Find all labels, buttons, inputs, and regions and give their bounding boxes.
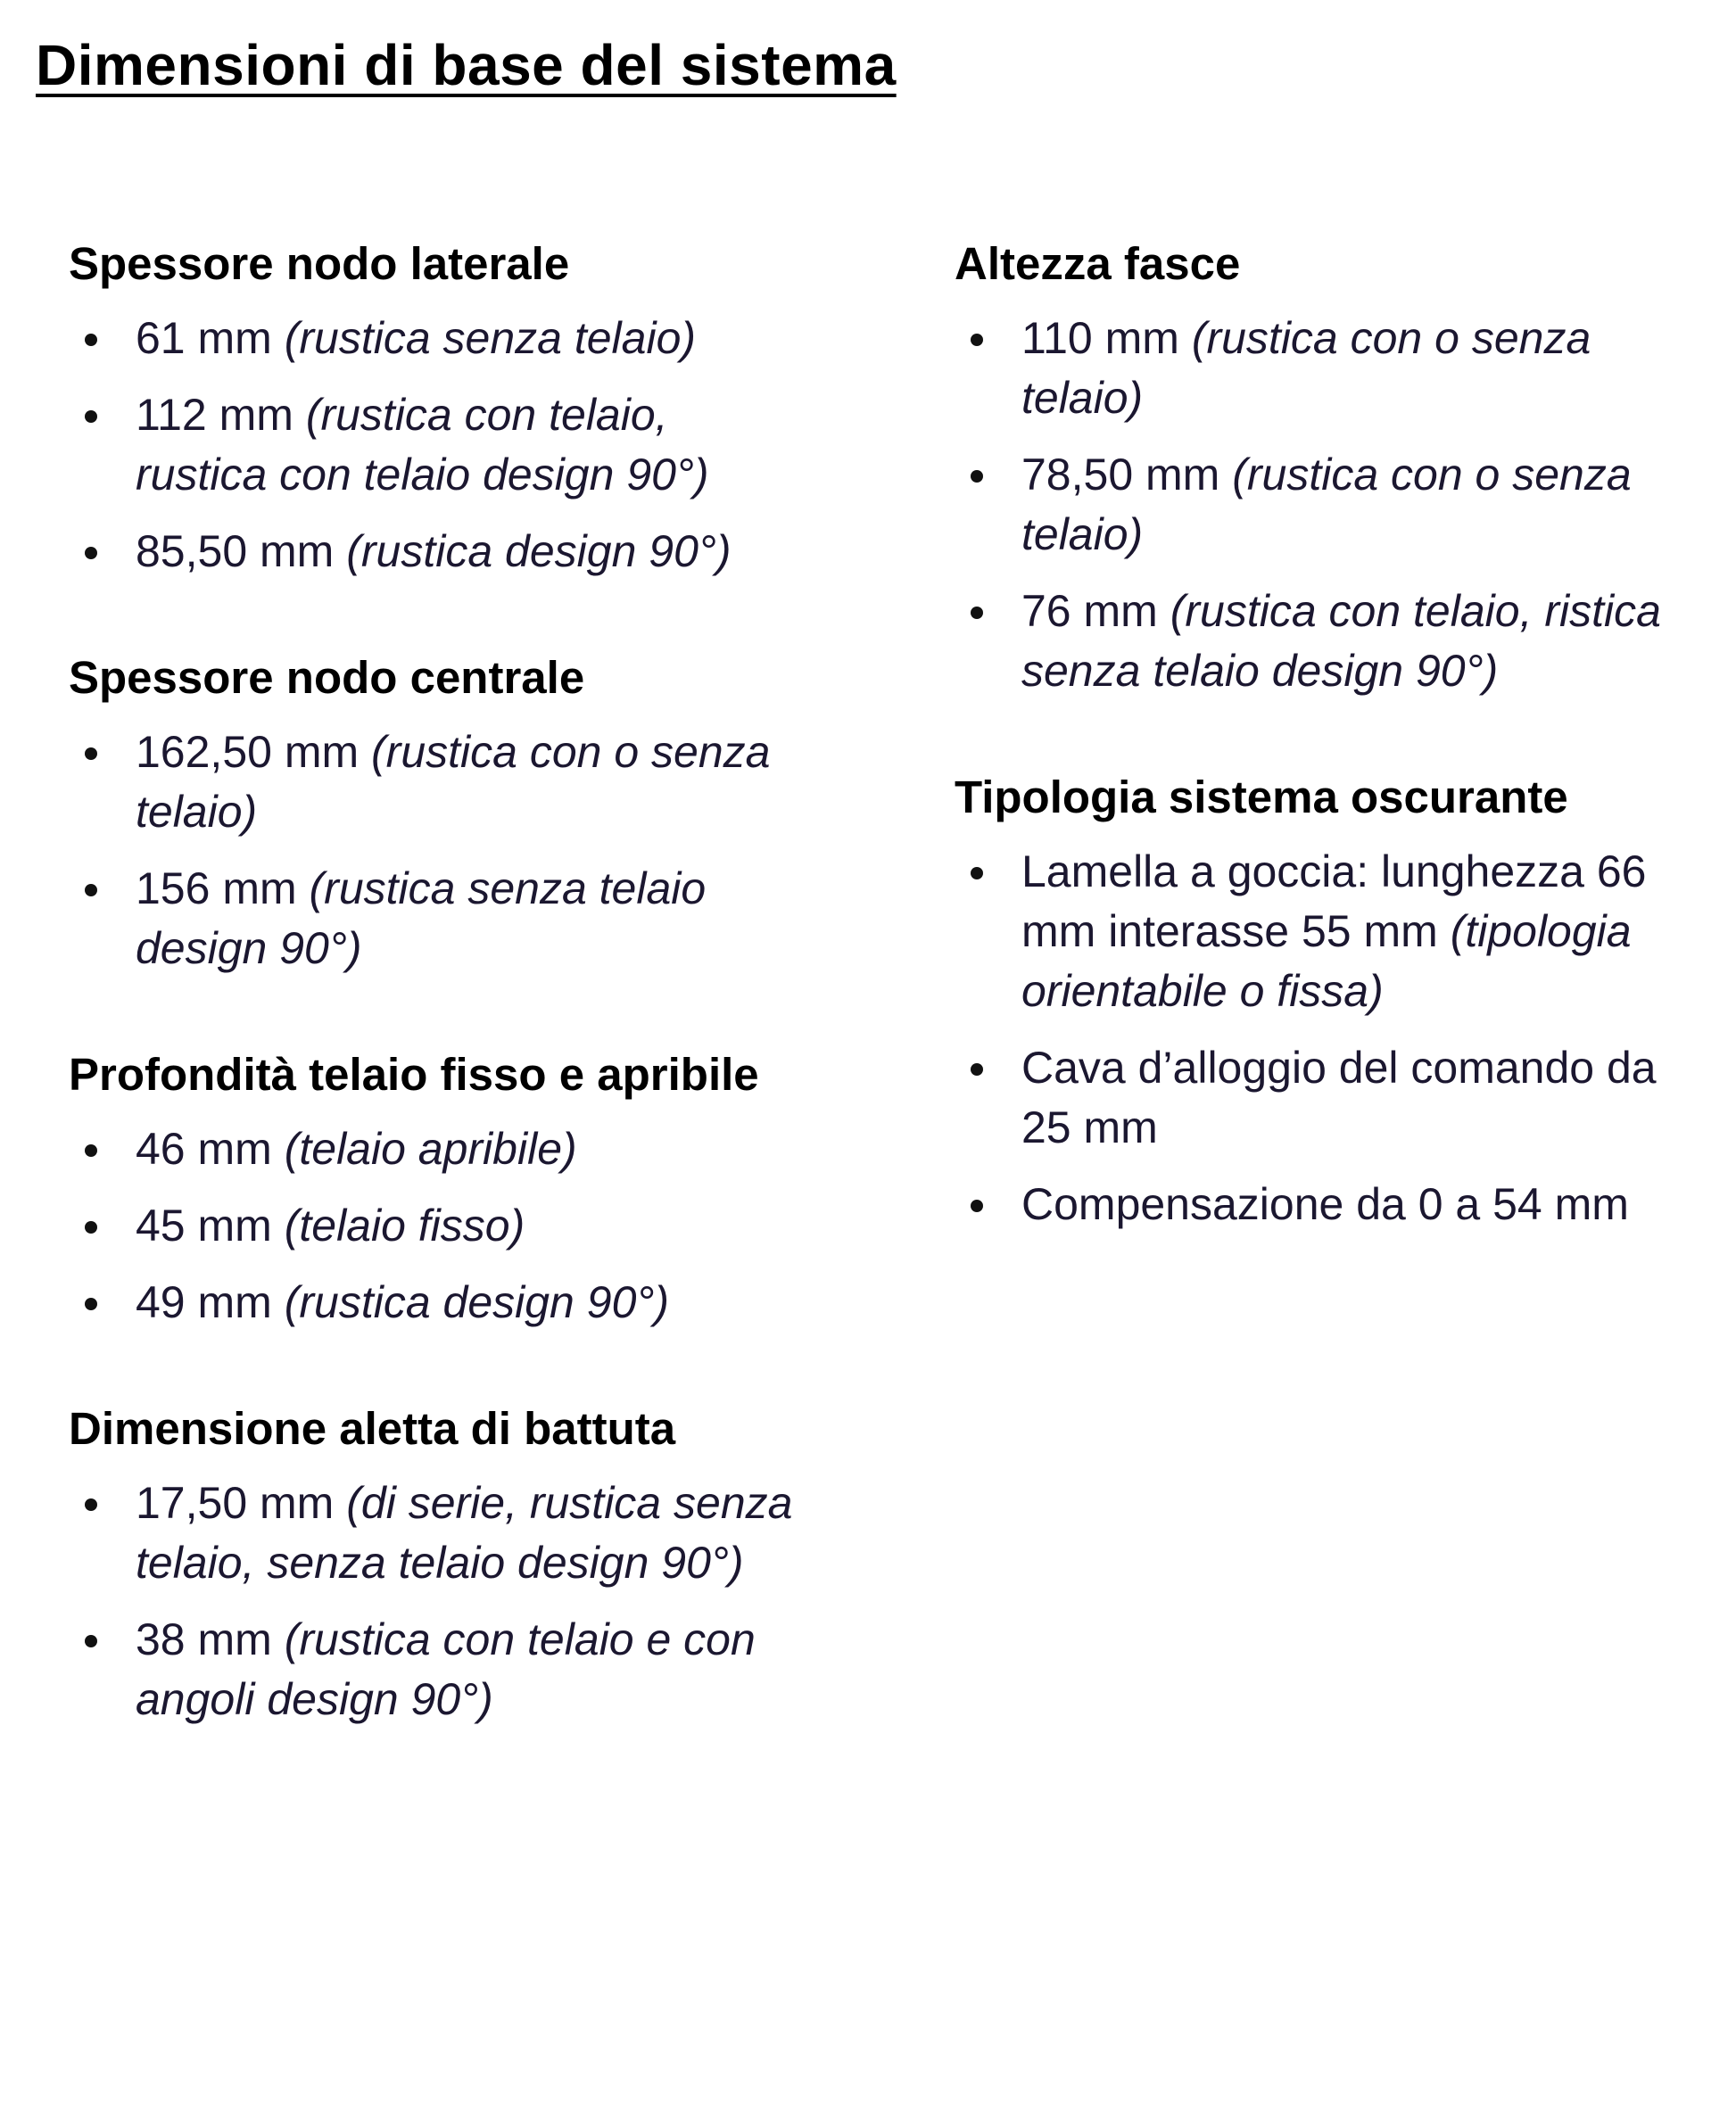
bullet-icon xyxy=(971,334,983,346)
item-value: 38 mm xyxy=(136,1614,272,1664)
spec-list xyxy=(69,1474,809,1729)
item-value: 162,50 mm xyxy=(136,727,360,777)
section-heading: Dimensione aletta di battuta xyxy=(69,1403,676,1454)
item-value: 110 mm xyxy=(1021,313,1179,363)
item-note: (rustica senza telaio) xyxy=(284,313,697,363)
item-note: (rustica con telaio e con angoli design 90°) xyxy=(136,1614,756,1724)
bullet-icon xyxy=(85,1221,97,1234)
item-note: (di serie, rustica senza telaio, senza telaio design 90°) xyxy=(136,1478,793,1588)
section-spessore-nodo-laterale xyxy=(69,234,809,582)
bullet-icon xyxy=(971,470,983,483)
list-item xyxy=(69,1610,809,1729)
item-note: (rustica con telaio, rustica con telaio design 90°) xyxy=(136,390,709,499)
list-item xyxy=(69,1474,809,1593)
bullet-icon xyxy=(85,1144,97,1157)
item-value: 61 mm xyxy=(136,313,272,363)
section-spessore-nodo-centrale xyxy=(69,648,809,978)
section-heading: Tipologia sistema oscurante xyxy=(955,772,1568,822)
list-item xyxy=(69,1196,809,1256)
spec-list xyxy=(69,722,809,978)
list-item xyxy=(69,309,809,368)
item-value: 76 mm xyxy=(1021,586,1158,636)
right-column xyxy=(955,234,1704,1300)
spec-list xyxy=(955,309,1704,701)
list-item xyxy=(69,385,809,505)
list-item xyxy=(69,722,809,842)
bullet-icon xyxy=(85,1298,97,1310)
section-heading: Altezza fasce xyxy=(955,238,1241,289)
list-item xyxy=(955,1038,1704,1158)
list-item xyxy=(955,582,1704,701)
list-item xyxy=(69,1273,809,1333)
item-value: Cava d’alloggio del comando da 25 mm xyxy=(1021,1043,1657,1152)
spec-list xyxy=(955,842,1704,1234)
item-note: (rustica con telaio, ristica senza telaio design 90°) xyxy=(1021,586,1661,696)
section-dimensione-aletta xyxy=(69,1399,809,1729)
list-item xyxy=(955,1175,1704,1234)
item-value: 49 mm xyxy=(136,1277,272,1327)
bullet-icon xyxy=(971,867,983,879)
item-value: 156 mm xyxy=(136,863,297,913)
section-heading: Spessore nodo laterale xyxy=(69,238,570,289)
section-heading: Profondità telaio fisso e apribile xyxy=(69,1049,759,1100)
item-value: Compensazione da 0 a 54 mm xyxy=(1021,1179,1629,1229)
section-altezza-fasce xyxy=(955,234,1704,701)
item-note: (telaio fisso) xyxy=(284,1201,525,1251)
bullet-icon xyxy=(85,884,97,896)
bullet-icon xyxy=(971,1063,983,1076)
item-note: (tipologia orientabile o fissa) xyxy=(1021,906,1632,1016)
bullet-icon xyxy=(85,547,97,559)
bullet-icon xyxy=(85,334,97,346)
bullet-icon xyxy=(971,607,983,619)
list-item xyxy=(955,309,1704,428)
item-note: (rustica con o senza telaio) xyxy=(136,727,771,837)
item-note: (telaio apribile) xyxy=(284,1124,577,1174)
list-item xyxy=(955,842,1704,1021)
item-value: 45 mm xyxy=(136,1201,272,1251)
bullet-icon xyxy=(85,410,97,423)
left-column xyxy=(69,234,809,1795)
page-title: Dimensioni di base del sistema xyxy=(36,33,897,97)
item-note: (rustica con o senza telaio) xyxy=(1021,450,1632,559)
spec-list xyxy=(69,1119,809,1333)
item-note: (rustica design 90°) xyxy=(346,526,732,576)
item-note: (rustica con o senza telaio) xyxy=(1021,313,1591,423)
section-heading: Spessore nodo centrale xyxy=(69,652,585,703)
section-tipologia-oscurante xyxy=(955,767,1704,1234)
list-item xyxy=(69,522,809,582)
bullet-icon xyxy=(971,1200,983,1212)
item-value: 78,50 mm xyxy=(1021,450,1220,499)
item-value: 17,50 mm xyxy=(136,1478,335,1528)
list-item xyxy=(955,445,1704,565)
item-value: 46 mm xyxy=(136,1124,272,1174)
item-value: 112 mm xyxy=(136,390,293,440)
list-item xyxy=(69,859,809,978)
spec-list xyxy=(69,309,809,582)
item-note: (rustica design 90°) xyxy=(284,1277,670,1327)
item-value: 85,50 mm xyxy=(136,526,335,576)
list-item xyxy=(69,1119,809,1179)
item-value: Lamella a goccia: lunghezza 66 mm interasse 55 mm xyxy=(1021,846,1647,956)
section-profondita-telaio xyxy=(69,1044,809,1333)
bullet-icon xyxy=(85,1498,97,1511)
bullet-icon xyxy=(85,1635,97,1647)
item-note: (rustica senza telaio design 90°) xyxy=(136,863,707,973)
bullet-icon xyxy=(85,747,97,760)
